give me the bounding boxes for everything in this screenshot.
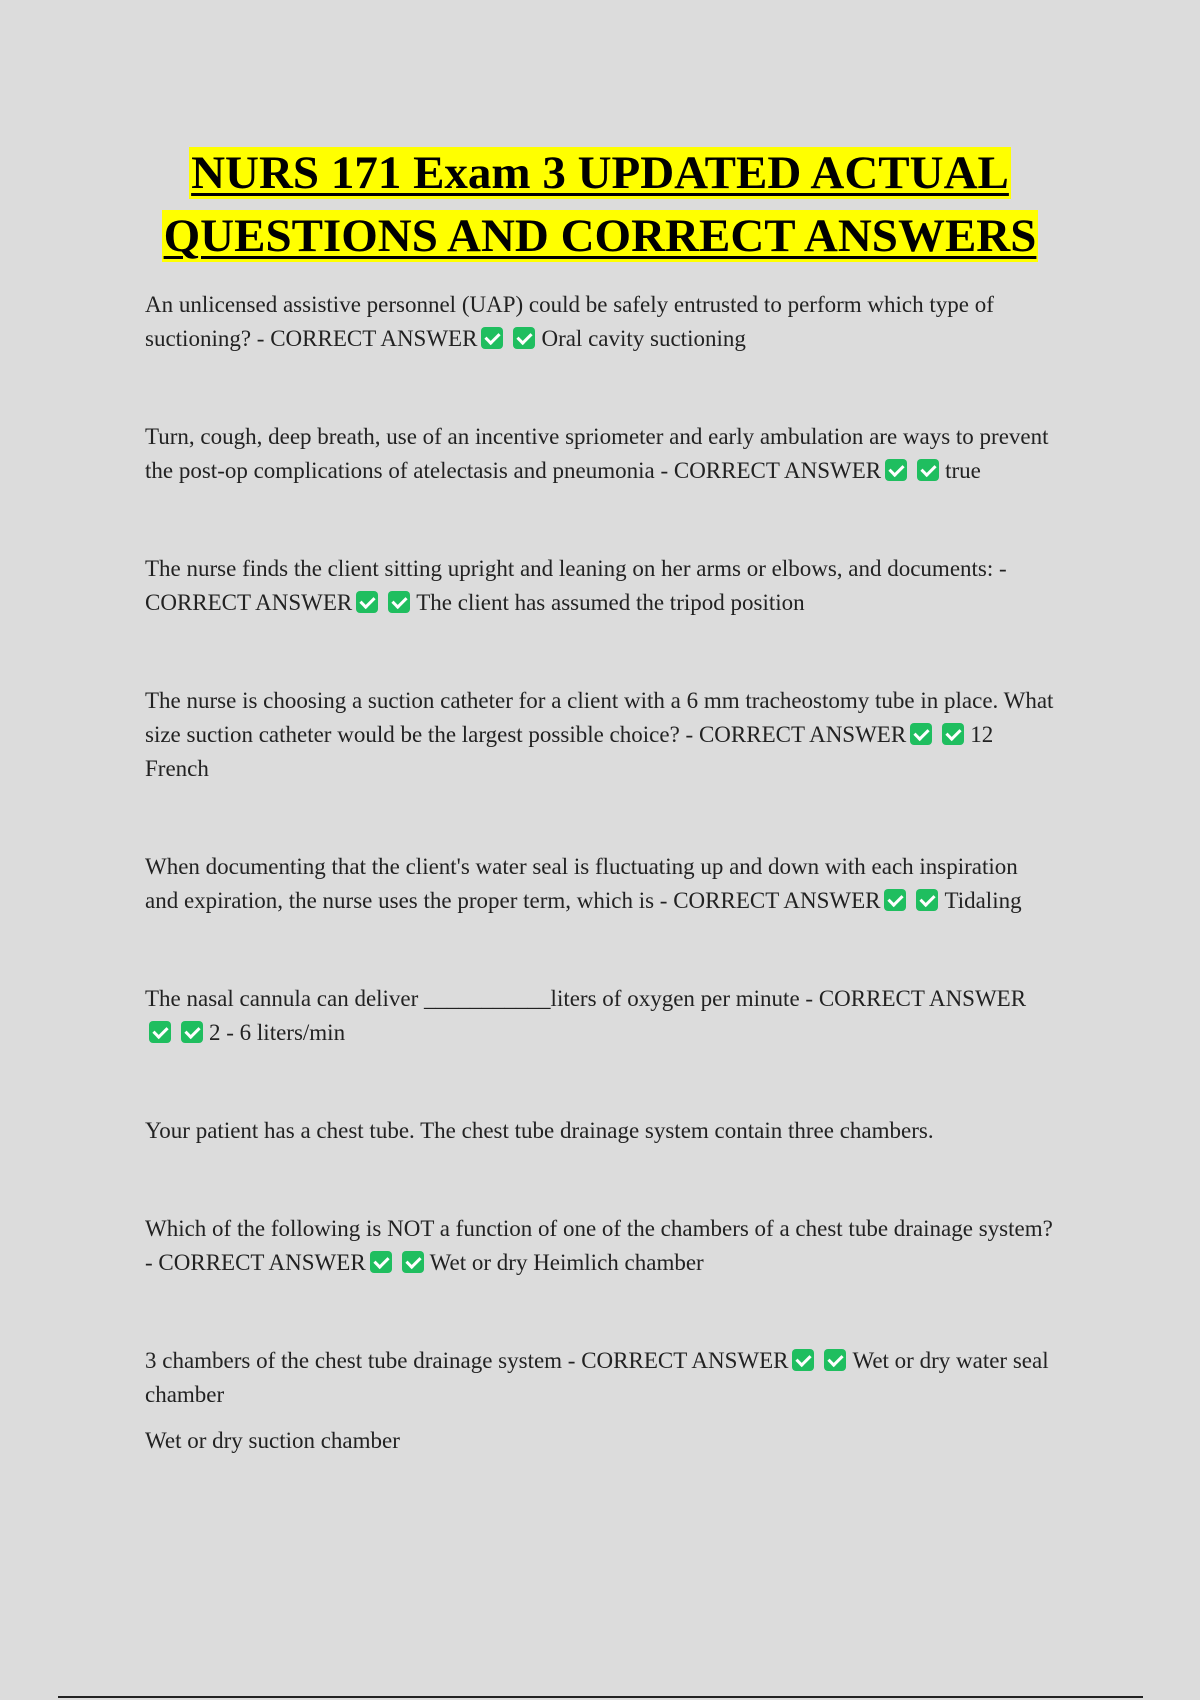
answer-text: Wet or dry Heimlich chamber <box>429 1250 704 1275</box>
standalone-text: Your patient has a chest tube. The chest tube drainage system contain three chambers. <box>145 1118 934 1143</box>
check-mark-icon <box>356 591 378 613</box>
check-mark-icon <box>370 1251 392 1273</box>
answer-text: Wet or dry water seal chamber <box>145 1348 1049 1407</box>
check-mark-icon <box>884 889 906 911</box>
qa-item <box>145 288 1055 356</box>
check-mark-icon <box>402 1251 424 1273</box>
question-text: Turn, cough, deep breath, use of an incentive spriometer and early ambulation are ways to prevent the post-op complications of atelectasis and pneumonia - CORRECT ANSWER <box>145 424 1049 483</box>
check-mark-icon <box>824 1349 846 1371</box>
qa-item <box>145 850 1055 918</box>
check-mark-icon <box>917 459 939 481</box>
answer-text: Oral cavity suctioning <box>541 326 746 351</box>
question-text: The nurse finds the client sitting upright and leaning on her arms or elbows, and documents: - CORRECT ANSWER <box>145 556 1007 615</box>
qa-content <box>145 288 1055 1458</box>
check-mark-icon <box>792 1349 814 1371</box>
check-mark-icon <box>481 327 503 349</box>
answer-text: The client has assumed the tripod position <box>416 590 805 615</box>
check-mark-icon <box>885 459 907 481</box>
answer-text: true <box>945 458 981 483</box>
qa-item <box>145 1344 1055 1412</box>
question-text: 3 chambers of the chest tube drainage system - CORRECT ANSWER <box>145 1348 789 1373</box>
question-text: Which of the following is NOT a function of one of the chambers of a chest tube drainage system? - CORRECT ANSWER <box>145 1216 1053 1275</box>
document-title <box>0 142 1200 268</box>
answer-text: 2 - 6 liters/min <box>209 1020 346 1045</box>
extra-answer-line: Wet or dry suction chamber <box>145 1428 400 1453</box>
check-mark-icon <box>942 723 964 745</box>
title-line-1: NURS 171 Exam 3 UPDATED ACTUAL <box>191 147 1009 199</box>
check-mark-icon <box>149 1021 171 1043</box>
question-text: An unlicensed assistive personnel (UAP) could be safely entrusted to perform which type of suctioning? - CORRECT ANSWER <box>145 292 994 351</box>
question-text: When documenting that the client's water seal is fluctuating up and down with each inspiration and expiration, the nurse uses the proper term, which is - CORRECT ANSWER <box>145 854 1018 913</box>
check-mark-icon <box>388 591 410 613</box>
check-mark-icon <box>916 889 938 911</box>
qa-item <box>145 982 1055 1050</box>
answer-text: Tidaling <box>944 888 1022 913</box>
qa-item <box>145 552 1055 620</box>
check-mark-icon <box>513 327 535 349</box>
page-footer-rule <box>58 1696 1143 1698</box>
check-mark-icon <box>910 723 932 745</box>
check-mark-icon <box>181 1021 203 1043</box>
answer-text: 12 French <box>145 722 994 781</box>
qa-item <box>145 1212 1055 1280</box>
question-text: The nurse is choosing a suction catheter for a client with a 6 mm tracheostomy tube in place. What size suction catheter would be the largest possible choice? - CORRECT ANSWER <box>145 688 1054 747</box>
title-line-2: QUESTIONS AND CORRECT ANSWERS <box>163 210 1037 262</box>
qa-item <box>145 420 1055 488</box>
question-text: The nasal cannula can deliver ___________liters of oxygen per minute - CORRECT ANSWER <box>145 986 1027 1011</box>
qa-item <box>145 684 1055 786</box>
